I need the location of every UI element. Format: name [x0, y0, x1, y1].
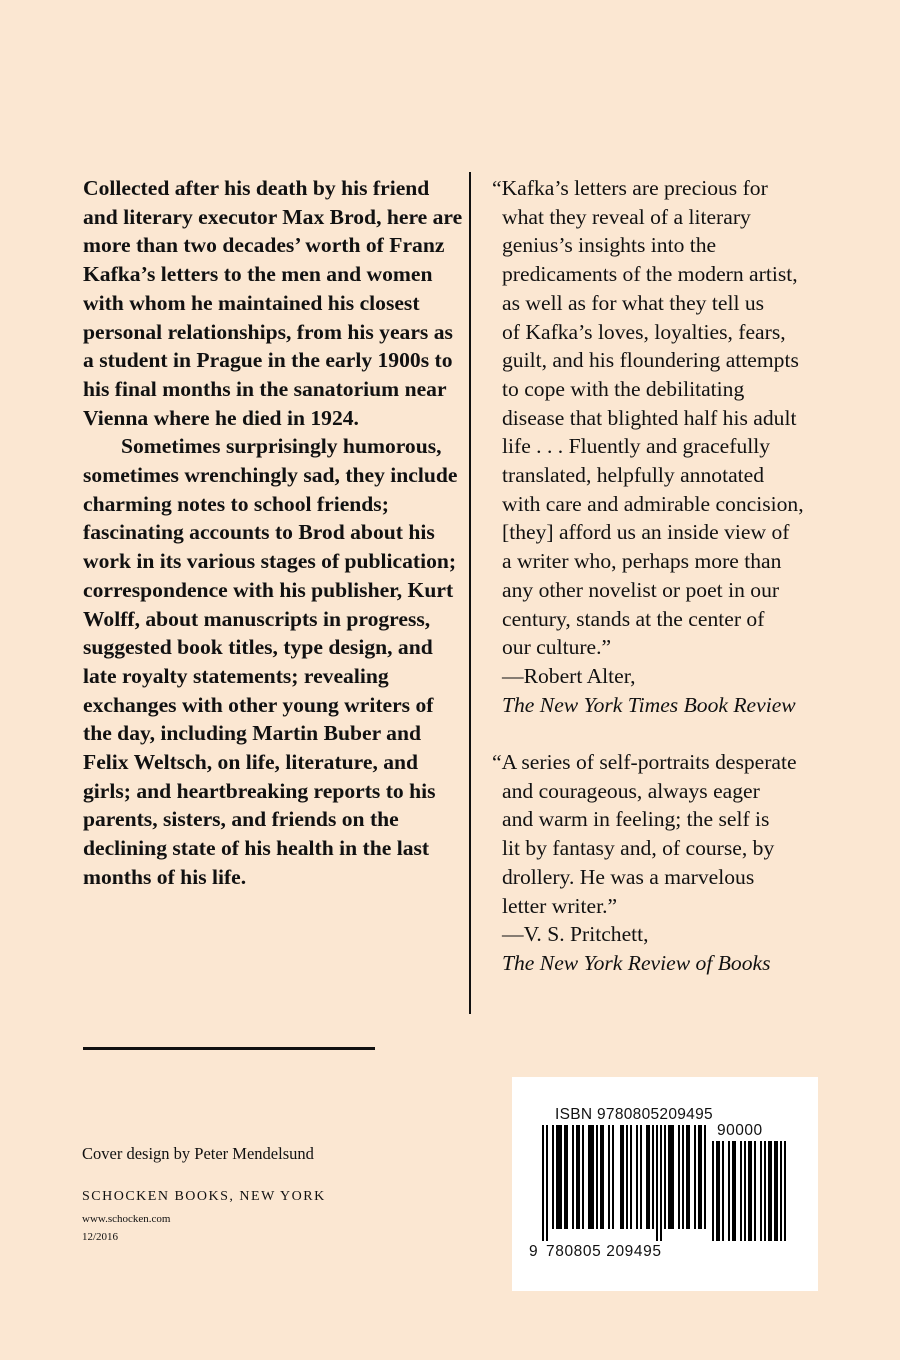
- barcode-bar: [600, 1125, 604, 1229]
- quote-line: any other novelist or poet in our: [502, 577, 780, 602]
- barcode-bar: [588, 1125, 594, 1229]
- barcode-bar: [740, 1141, 742, 1241]
- quote-line: guilt, and his floundering attempts: [502, 348, 799, 373]
- quote-line: “Kafka’s letters are precious for: [492, 176, 768, 200]
- quote-line: a writer who, perhaps more than: [502, 549, 782, 574]
- barcode-bar: [552, 1125, 554, 1229]
- barcode-bar: [698, 1125, 702, 1229]
- quote-source: The New York Review of Books: [502, 950, 771, 975]
- quote-source: The New York Times Book Review: [502, 692, 796, 717]
- barcode-bar: [784, 1141, 786, 1241]
- quote-line: translated, helpfully annotated: [502, 463, 765, 488]
- barcode-bar: [564, 1125, 568, 1229]
- review-quotes: [492, 174, 827, 978]
- barcode-bar: [572, 1125, 574, 1229]
- barcode-bar: [704, 1125, 706, 1229]
- quote-line: “A series of self-portraits desperate: [492, 750, 797, 775]
- column-divider: [469, 172, 471, 1014]
- barcode-bar: [582, 1125, 584, 1229]
- barcode-main-bars: [542, 1125, 710, 1241]
- print-date: 12/2016: [82, 1231, 119, 1243]
- horizontal-rule: [83, 1047, 375, 1050]
- barcode-bar: [678, 1125, 680, 1229]
- review-quote-1: [492, 174, 827, 719]
- quote-line: with care and admirable concision,: [502, 491, 804, 516]
- barcode-bar: [728, 1141, 730, 1241]
- barcode-bar: [596, 1125, 598, 1229]
- quote-line: genius’s insights into the: [502, 233, 717, 258]
- barcode-main-digits: 780805 209495: [546, 1243, 662, 1260]
- barcode-addon-bars: [712, 1141, 790, 1241]
- barcode-addon-digits: 90000: [717, 1122, 763, 1139]
- barcode-bar: [660, 1125, 662, 1241]
- barcode-bar: [664, 1125, 666, 1229]
- barcode-bar: [768, 1141, 772, 1241]
- publisher-name: SCHOCKEN BOOKS, NEW YORK: [82, 1189, 326, 1204]
- barcode-bar: [542, 1125, 544, 1241]
- quote-line: of Kafka’s loves, loyalties, fears,: [502, 319, 786, 344]
- barcode-bar: [630, 1125, 632, 1229]
- barcode-bar: [626, 1125, 628, 1229]
- barcode-bar: [732, 1141, 736, 1241]
- barcode-bar: [774, 1141, 778, 1241]
- quote-line: and warm in feeling; the self is: [502, 807, 770, 832]
- barcode-bar: [608, 1125, 610, 1229]
- barcode-bar: [764, 1141, 766, 1241]
- quote-line: [they] afford us an inside view of: [502, 520, 790, 545]
- description-paragraph-1: Collected after his death by his friend and literary executor Max Brod, here are more than two decades’ worth of Franz Kafka’s letters to the men and women with whom he maintained his closest personal relationships, from his years as a student in Prague in the early 1900s to his final months in the sanatorium near Vienna where he died in 1924.: [83, 176, 463, 430]
- quote-line: drollery. He was a marvelous: [502, 864, 755, 889]
- barcode-bar: [748, 1141, 752, 1241]
- publisher-website: www.schocken.com: [82, 1213, 171, 1225]
- quote-line: life . . . Fluently and gracefully: [502, 434, 771, 459]
- review-quote-2: [492, 748, 827, 978]
- quote-line: and courageous, always eager: [502, 778, 760, 803]
- barcode-bar: [694, 1125, 696, 1229]
- barcode-bar: [612, 1125, 614, 1229]
- quote-line: letter writer.”: [502, 893, 618, 918]
- cover-design-credit: Cover design by Peter Mendelsund: [82, 1144, 314, 1163]
- barcode-bar: [576, 1125, 580, 1229]
- quote-line: as well as for what they tell us: [502, 290, 765, 315]
- book-description: [83, 174, 463, 892]
- barcode-bar: [716, 1141, 720, 1241]
- barcode-bar: [546, 1125, 548, 1241]
- barcode-bar: [620, 1125, 624, 1229]
- barcode-bar: [754, 1141, 756, 1241]
- quote-attribution: —V. S. Pritchett,: [502, 922, 649, 947]
- barcode-bar: [652, 1125, 654, 1229]
- quote-line: disease that blighted half his adult: [502, 405, 797, 430]
- barcode-bar: [712, 1141, 714, 1241]
- quote-line: century, stands at the center of: [502, 606, 765, 631]
- barcode-bar: [636, 1125, 638, 1229]
- barcode-bar: [556, 1125, 562, 1229]
- quote-attribution: —Robert Alter,: [502, 663, 636, 688]
- barcode-bar: [656, 1125, 658, 1241]
- isbn-barcode: [512, 1077, 818, 1291]
- quote-line: lit by fantasy and, of course, by: [502, 836, 775, 861]
- isbn-label: ISBN 9780805209495: [555, 1106, 713, 1123]
- quote-line: what they reveal of a literary: [502, 204, 751, 229]
- barcode-bar: [682, 1125, 684, 1229]
- barcode-bar: [640, 1125, 642, 1229]
- quote-line: our culture.”: [502, 635, 612, 660]
- description-paragraph-2: Sometimes surprisingly humorous, sometimes wrenchingly sad, they include charming notes to school friends; fascinating accounts to Brod about his work in its various stages of publication; correspondence with his publisher, Kurt Wolff, about manuscripts in progress, suggested book titles, type design, and late royalty statements; revealing exchanges with other young writers of the day, including Martin Buber and Felix Weltsch, on life, literature, and girls; and heartbreaking reports to his parents, sisters, and friends on the declining state of his health in the last months of his life.: [83, 434, 458, 889]
- barcode-bar: [668, 1125, 674, 1229]
- quote-line: predicaments of the modern artist,: [502, 262, 798, 287]
- barcode-bar: [646, 1125, 650, 1229]
- barcode-first-digit: 9: [529, 1243, 538, 1260]
- quote-line: to cope with the debilitating: [502, 376, 745, 401]
- barcode-bar: [760, 1141, 762, 1241]
- barcode-bar: [780, 1141, 782, 1241]
- barcode-bar: [686, 1125, 690, 1229]
- barcode-bar: [722, 1141, 724, 1241]
- barcode-bar: [744, 1141, 746, 1241]
